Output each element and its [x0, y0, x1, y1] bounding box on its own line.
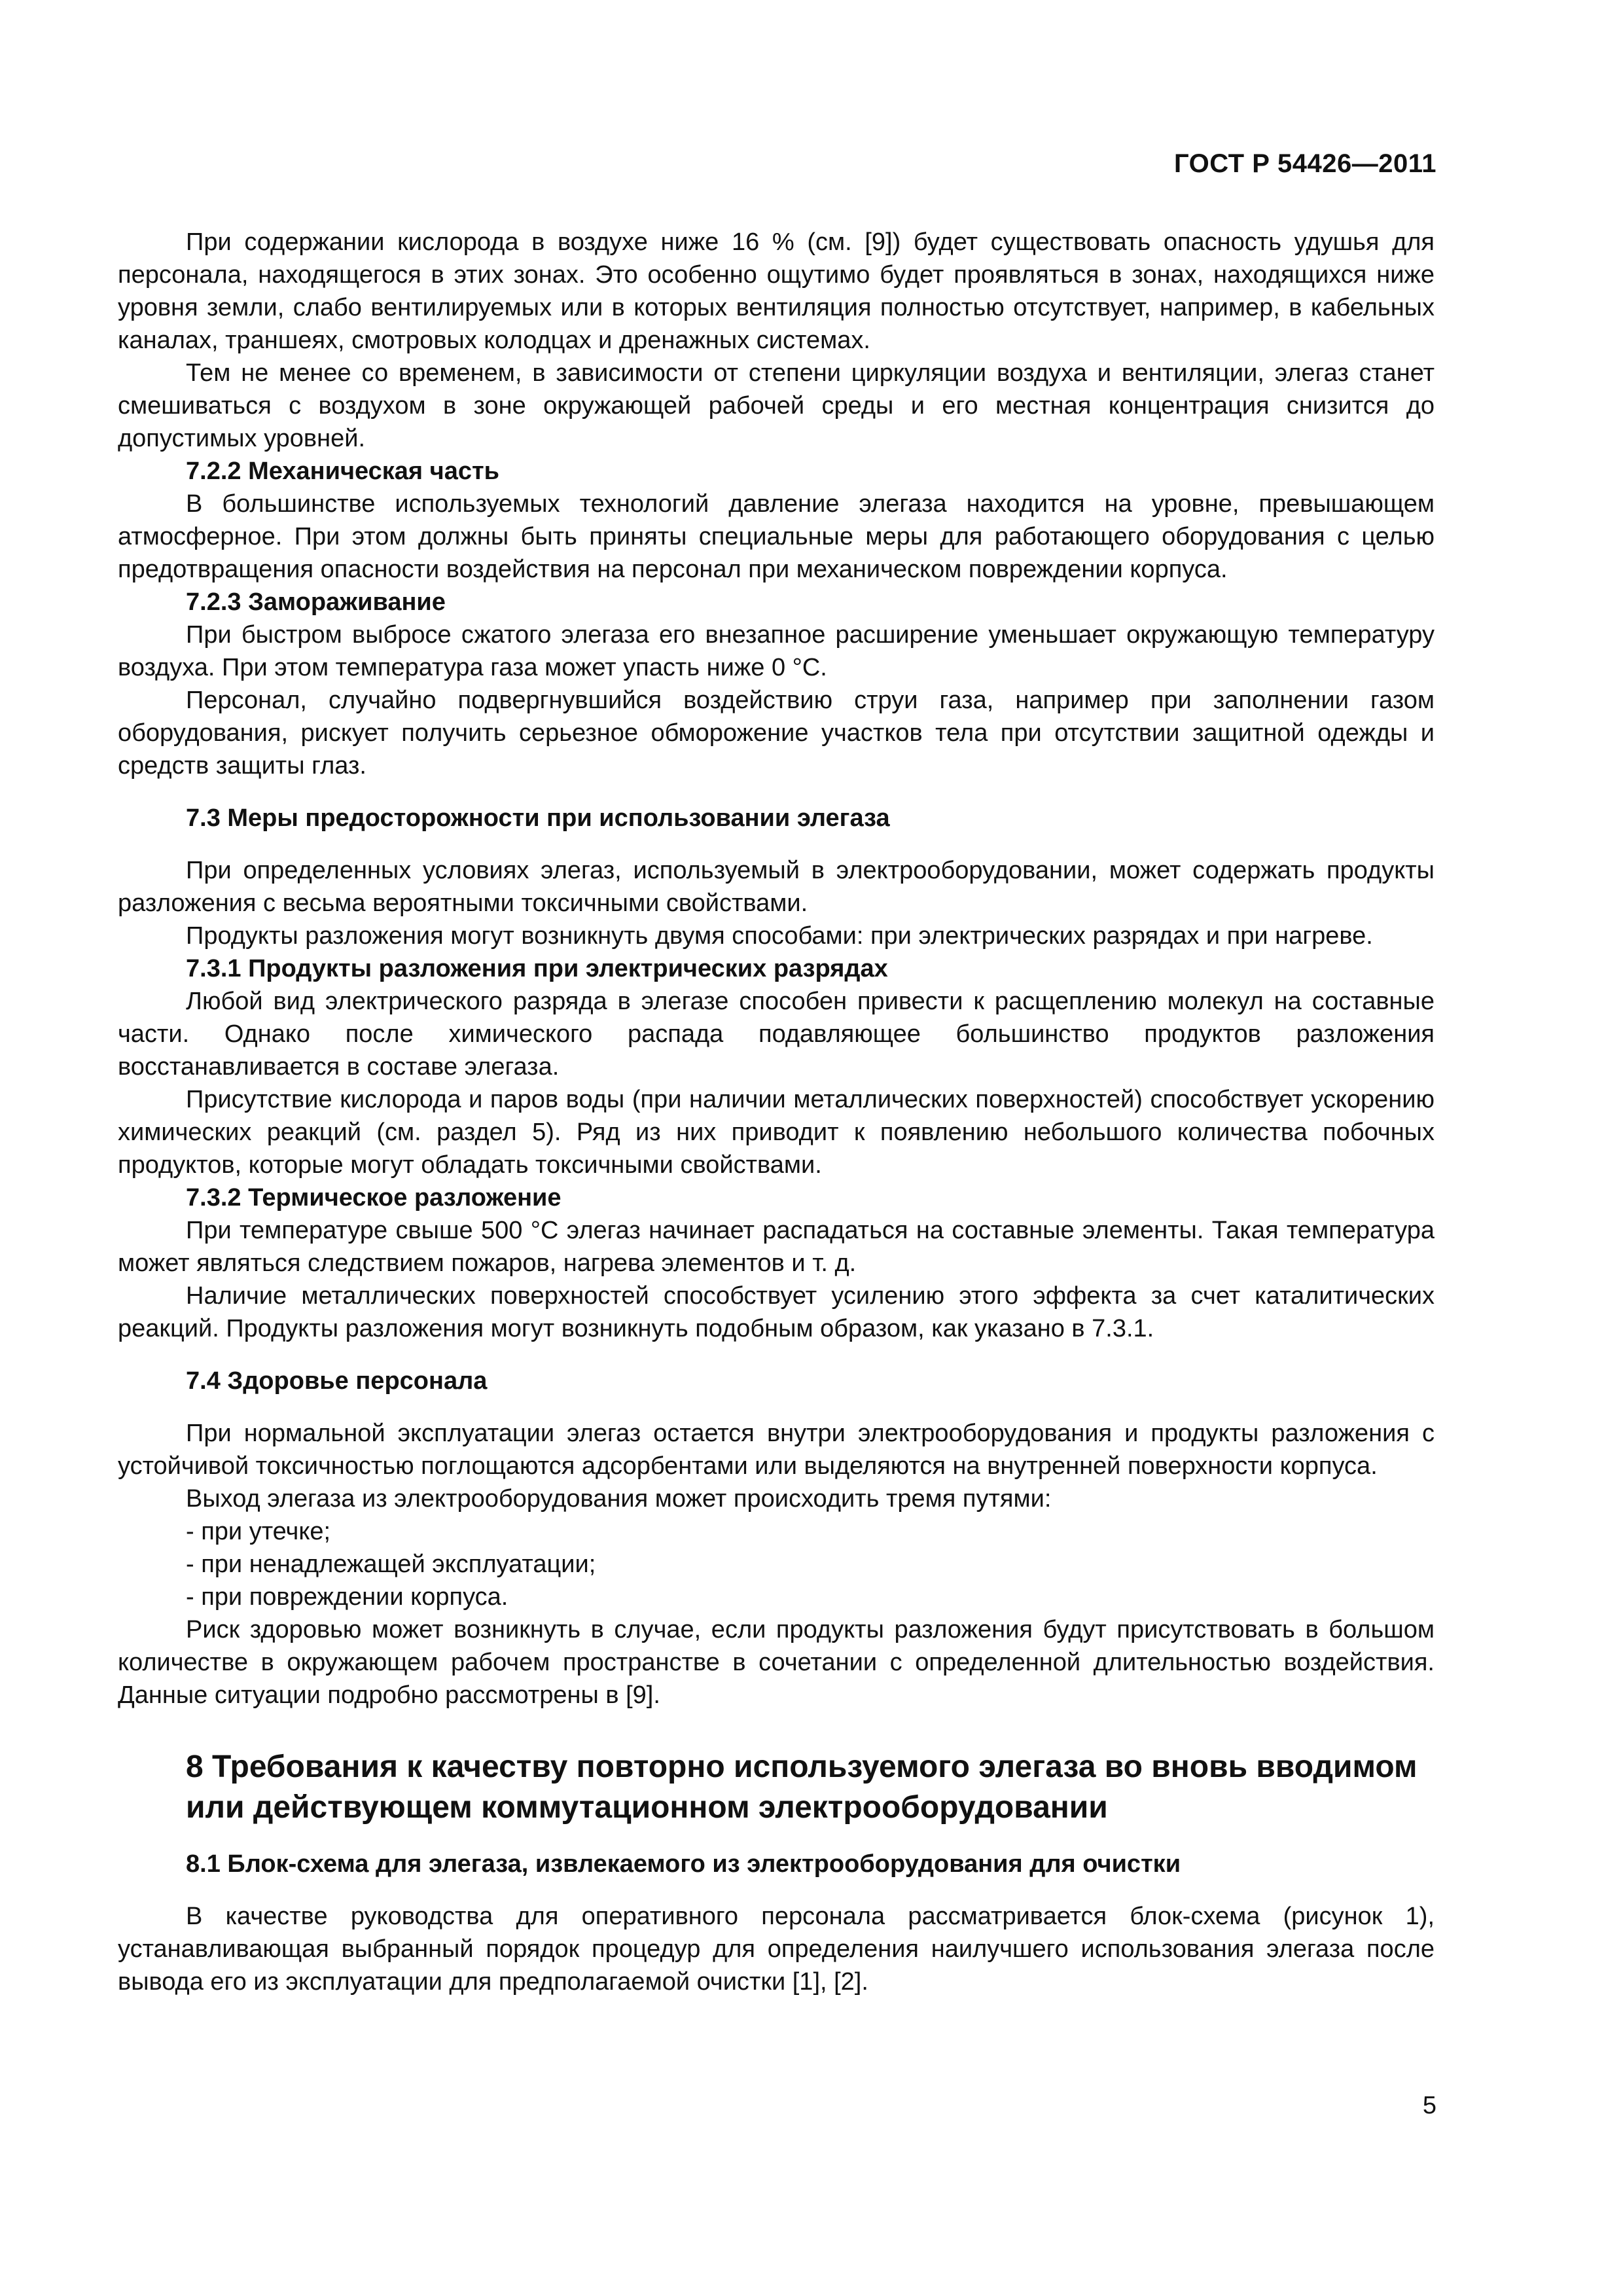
paragraph: Любой вид электрического разряда в элегазе способен привести к расщеплению молекул на составные части. Однако после химического распада подавляющее большинство продуктов разложения восстанавливается в составе элегаза. [118, 988, 1435, 1081]
paragraph: При быстром выбросе сжатого элегаза его внезапное расширение уменьшает окружающую температуру воздуха. При этом температура газа может упасть ниже 0 °С. [118, 621, 1435, 681]
paragraph: В большинстве используемых технологий давление элегаза находится на уровне, превышающем атмосферное. При этом должны быть приняты специальные меры для работающего оборудования с целью предотвращения опасности воздействия на персонал при механическом повреждении корпуса. [118, 490, 1435, 583]
chapter-heading-8: 8 Требования к качеству повторно используемого элегаза во вновь вводимом или действующем коммутационном электрооборудовании [186, 1749, 1418, 1825]
section-heading-8-1: 8.1 Блок-схема для элегаза, извлекаемого из электрооборудования для очистки [186, 1850, 1181, 1878]
subsection-heading-7-2-2: 7.2.2 Механическая часть [186, 457, 499, 485]
paragraph: При определенных условиях элегаз, используемый в электрооборудовании, может содержать продукты разложения с весьма вероятными токсичными свойствами. [118, 857, 1435, 917]
paragraph: Присутствие кислорода и паров воды (при наличии металлических поверхностей) способствует ускорению химических реакций (см. раздел 5). Ряд из них приводит к появлению небольшого количества побочных продуктов, которые могут обладать токсичными свойствами. [118, 1086, 1435, 1179]
paragraph: Продукты разложения могут возникнуть двумя способами: при электрических разрядах и при нагреве. [186, 922, 1373, 950]
list-item: - при утечке; [186, 1518, 331, 1545]
subsection-heading-7-2-3: 7.2.3 Замораживание [186, 588, 446, 616]
paragraph: При температуре свыше 500 °С элегаз начинает распадаться на составные элементы. Такая температура может являться следствием пожаров, нагрева элементов и т. д. [118, 1217, 1435, 1277]
section-heading-7-3: 7.3 Меры предосторожности при использовании элегаза [186, 804, 890, 832]
paragraph: Персонал, случайно подвергнувшийся воздействию струи газа, например при заполнении газом оборудования, рискует получить серьезное обморожение участков тела при отсутствии защитной одежды и средств защиты глаз. [118, 687, 1435, 780]
paragraph: Риск здоровью может возникнуть в случае, если продукты разложения будут присутствовать в большом количестве в окружающем рабочем пространстве в сочетании с определенной длительностью воздействия. Данные ситуации подробно рассмотрены в [9]. [118, 1616, 1435, 1709]
list-item: - при повреждении корпуса. [186, 1583, 508, 1611]
subsection-heading-7-3-1: 7.3.1 Продукты разложения при электрических разрядах [186, 955, 888, 982]
paragraph: При нормальной эксплуатации элегаз остается внутри электрооборудования и продукты разложения с устойчивой токсичностью поглощаются адсорбентами или выделяются на внутренней поверхности корпуса. [118, 1420, 1435, 1480]
paragraph: Выход элегаза из электрооборудования может происходить тремя путями: [186, 1485, 1052, 1513]
paragraph: В качестве руководства для оперативного персонала рассматривается блок-схема (рисунок 1), устанавливающая выбранный порядок процедур для определения наилучшего использования элегаза после вывода его из эксплуатации для предполагаемой очистки [1], [2]. [118, 1903, 1435, 1996]
subsection-heading-7-3-2: 7.3.2 Термическое разложение [186, 1184, 562, 1211]
list-item: - при ненадлежащей эксплуатации; [186, 1551, 596, 1578]
paragraph: Тем не менее со временем, в зависимости от степени циркуляции воздуха и вентиляции, элегаз станет смешиваться с воздухом в зоне окружающей рабочей среды и его местная концентрация снизится до допустимых уровней. [118, 359, 1435, 452]
page-number: 5 [1422, 2092, 1436, 2119]
paragraph: Наличие металлических поверхностей способствует усилению этого эффекта за счет каталитических реакций. Продукты разложения могут возникнуть подобным образом, как указано в 7.3.1. [118, 1282, 1435, 1342]
document-header: ГОСТ Р 54426—2011 [1174, 149, 1436, 178]
document-body [118, 226, 1435, 1998]
section-heading-7-4: 7.4 Здоровье персонала [186, 1367, 488, 1395]
paragraph: При содержании кислорода в воздухе ниже 16 % (см. [9]) будет существовать опасность удушья для персонала, находящегося в этих зонах. Это особенно ощутимо будет проявляться в зонах, находящихся ниже уровня земли, слабо вентилируемых или в которых вентиляция полностью отсутствует, например, в кабельных каналах, траншеях, смотровых колодцах и дренажных системах. [118, 228, 1435, 354]
